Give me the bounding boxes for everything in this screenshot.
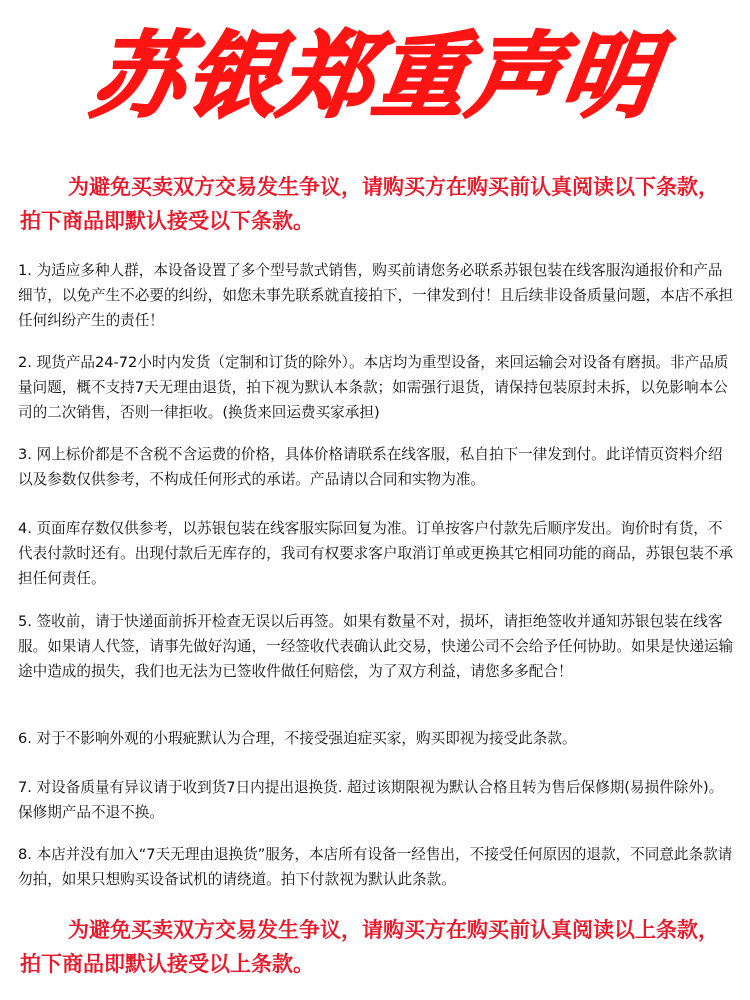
notice-top: 为避免买卖双方交易发生争议，请购买方在购买前认真阅读以下条款，拍下商品即默认接受以下条款。: [20, 175, 719, 233]
notice-bottom: 为避免买卖双方交易发生争议，请购买方在购买前认真阅读以上条款，拍下商品即默认接受以上条款。: [20, 918, 719, 976]
clause-2: 2. 现货产品24-72小时内发货（定制和订货的除外）。本店均为重型设备，来回运输会对设备有磨损。非产品质量问题，概不支持7天无理由退货，拍下视为默认本条款；如需强行退货，请保持包装原封未拆，以免影响本公司的二次销售，否则一律拒收。(换货来回运费买家承担): [18, 354, 729, 421]
clause-8: 8. 本店并没有加入“7天无理由退换货”服务，本店所有设备一经售出，不接受任何原因的退款，不同意此条款请勿拍，如果只想购买设备试机的请绕道。拍下付款视为默认此条款。: [18, 846, 733, 888]
clause-1: 1. 为适应多种人群，本设备设置了多个型号款式销售，购买前请您务必联系苏银包装在线客服沟通报价和产品细节，以免产生不必要的纠纷，如您未事先联系就直接拍下，一律发到付！且后续非设备质量问题，本店不承担任何纠纷产生的责任！: [18, 262, 734, 329]
clause-7: 7. 对设备质量有异议请于收到货7日内提出退换货. 超过该期限视为默认合格且转为售后保修期(易损件除外)。保修期产品不退不换。: [18, 779, 724, 821]
clause-6: 6. 对于不影响外观的小瑕疵默认为合理，不接受强迫症买家，购买即视为接受此条款。: [18, 730, 577, 747]
clause-4: 4. 页面库存数仅供参考，以苏银包装在线客服实际回复为准。订单按客户付款先后顺序发出。询价时有货，不代表付款时还有。出现付款后无库存的，我司有权要求客户取消订单或更换其它相同功能的商品，苏银包装不承担任何责任。: [18, 520, 734, 587]
clause-5: 5. 签收前，请于快递面前拆开检查无误以后再签。如果有数量不对，损坏，请拒绝签收并通知苏银包装在线客服。如果请人代签，请事先做好沟通，一经签收代表确认此交易，快递公司不会给予任何协助。如果是快递运输途中造成的损失，我们也无法为已签收件做任何赔偿，为了双方利益，请您多多配合！: [18, 613, 734, 680]
page-title: 苏银郑重声明: [85, 23, 665, 130]
clause-3: 3. 网上标价都是不含税不含运费的价格，具体价格请联系在线客服，私自拍下一律发到付。此详情页资料介绍以及参数仅供参考，不构成任何形式的承诺。产品请以合同和实物为准。: [18, 446, 723, 488]
